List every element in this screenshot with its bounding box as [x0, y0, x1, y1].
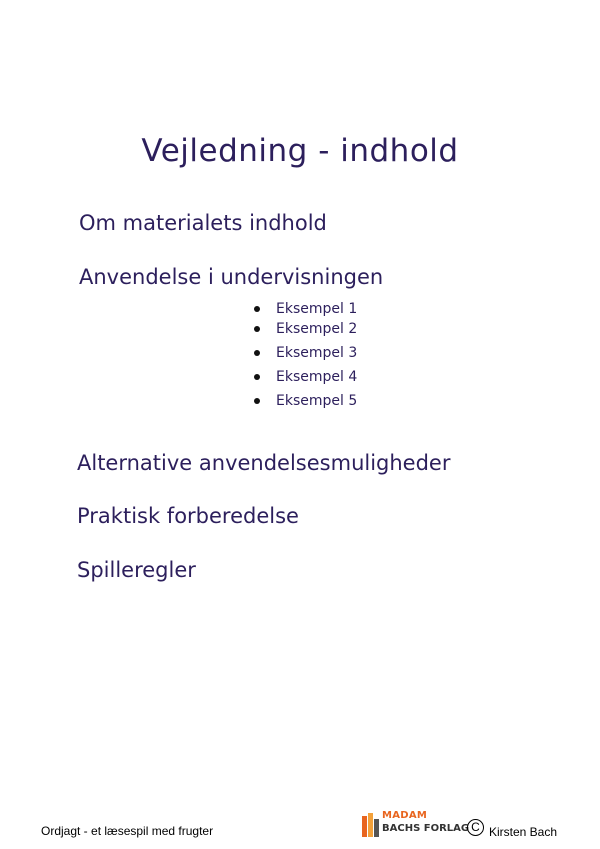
publisher-logo: [361, 810, 470, 838]
list-item-example-2: Eksempel 2: [252, 322, 357, 336]
section-rules: Spilleregler: [77, 558, 196, 582]
copyright-icon: C: [467, 819, 484, 836]
section-preparation: Praktisk forberedelse: [77, 504, 299, 528]
section-alternatives: Alternative anvendelsesmuligheder: [77, 451, 451, 475]
section-about: Om materialets indhold: [79, 211, 327, 235]
list-item-example-5: Eksempel 5: [252, 394, 357, 408]
logo-forlag: BACHS FORLAG: [382, 823, 470, 834]
footer-title: Ordjagt - et læsespil med frugter: [41, 824, 214, 838]
author-name: Kirsten Bach: [489, 825, 558, 839]
section-usage: Anvendelse i undervisningen: [79, 265, 384, 289]
logo-madam: MADAM: [382, 810, 428, 821]
page-title: Vejledning - indhold: [141, 133, 459, 169]
list-item-example-3: Eksempel 3: [252, 346, 357, 360]
examples-list: [252, 302, 357, 408]
books-icon: [361, 810, 381, 838]
list-item-example-1: Eksempel 1: [252, 302, 357, 316]
list-item-example-4: Eksempel 4: [252, 370, 357, 384]
